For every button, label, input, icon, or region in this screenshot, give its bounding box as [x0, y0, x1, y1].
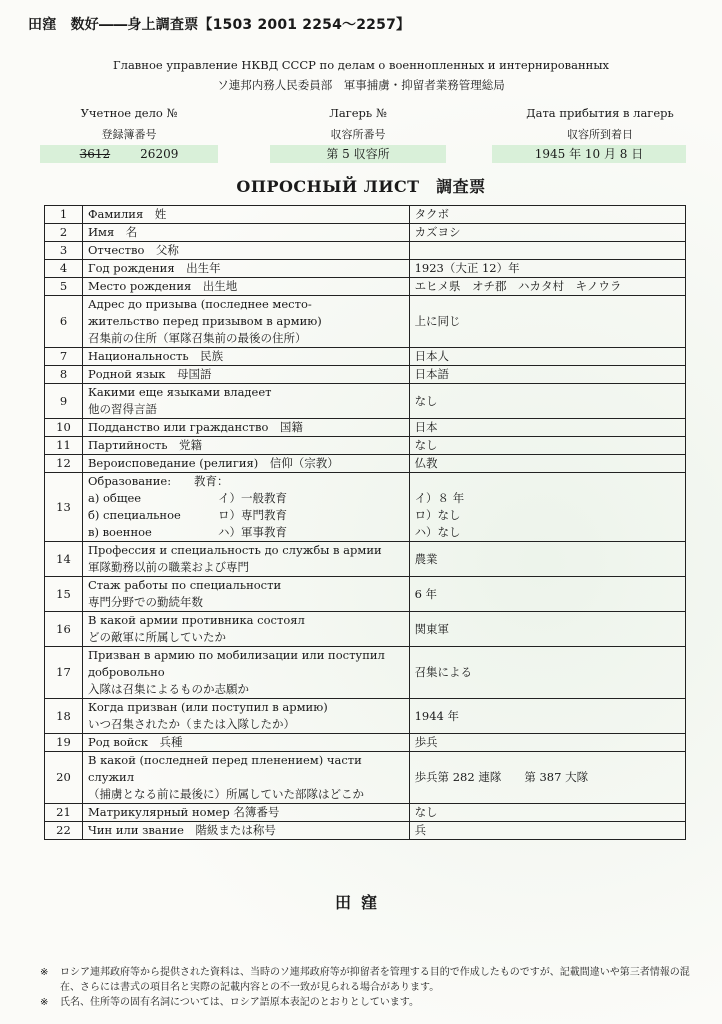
question-cell	[82, 419, 409, 437]
footnote	[40, 995, 700, 1010]
table-row	[45, 366, 686, 384]
answer-cell	[409, 473, 685, 542]
answer-cell: 日本語	[409, 366, 685, 384]
row-number: 15	[45, 577, 83, 612]
question-cell	[82, 647, 409, 699]
question-line: Отчество 父称	[87, 243, 179, 257]
table-row	[45, 804, 686, 822]
camp-number: 第 5 収容所	[326, 147, 390, 161]
table-row	[45, 260, 686, 278]
question-line: В какой армии противника состоял	[87, 613, 305, 627]
table-row	[45, 224, 686, 242]
question-cell	[82, 455, 409, 473]
question-line: Адрес до призыва (последнее место-	[87, 297, 312, 311]
question-line: Родной язык 母国語	[87, 367, 212, 381]
table-row	[45, 384, 686, 419]
row-number: 9	[45, 384, 83, 419]
row-number: 10	[45, 419, 83, 437]
education-answer: ロ）なし	[414, 508, 461, 522]
record-sub-label: 登録簿番号	[101, 128, 157, 141]
answer-cell: 関東軍	[409, 612, 685, 647]
education-answer: ハ）なし	[414, 525, 461, 539]
row-number: 3	[45, 242, 83, 260]
row-number: 18	[45, 699, 83, 734]
table-row	[45, 348, 686, 366]
footnote-mark: ※	[40, 967, 49, 978]
question-line: В какой (последней перед пленением) части	[87, 753, 362, 767]
question-cell	[82, 366, 409, 384]
question-line: жительство перед призывом в армию)	[87, 314, 322, 328]
question-cell	[82, 542, 409, 577]
question-cell	[82, 699, 409, 734]
education-item-jp: イ）一般教育	[217, 491, 287, 505]
footnote	[40, 965, 700, 995]
question-line: Призван в армию по мобилизации или поступил	[87, 648, 385, 662]
camp-label: Лагерь №	[329, 106, 387, 120]
table-row	[45, 734, 686, 752]
question-cell	[82, 384, 409, 419]
document-title: 田窪 数好――身上調査票【1503 2001 2254～2257】	[28, 17, 411, 33]
camp-sub-label: 収容所番号	[330, 128, 386, 141]
row-number: 2	[45, 224, 83, 242]
arrival-date: 1945 年 10 月 8 日	[534, 147, 644, 161]
question-line: Род войск 兵種	[87, 735, 183, 749]
row-number: 5	[45, 278, 83, 296]
question-cell	[82, 206, 409, 224]
question-line: Матрикулярный номер 名簿番号	[87, 805, 280, 819]
answer-cell: なし	[409, 804, 685, 822]
question-line: Стаж работы по специальности	[87, 578, 282, 592]
education-heading-ru: Образование:	[87, 474, 172, 488]
answer-cell: 歩兵	[409, 734, 685, 752]
question-line: いつ召集されたか（または入隊したか）	[87, 717, 295, 731]
answer-cell: 農業	[409, 542, 685, 577]
answer-cell: 歩兵第 282 連隊 第 387 大隊	[409, 752, 685, 804]
row-number: 20	[45, 752, 83, 804]
footnote-text: ロシア連邦政府等から提供された資料は、当時のソ連邦政府等が抑留者を管理する目的で作成したものですが、記載間違いや第三者情報の混在、さらには書式の項目名と実際の記載内容との不一致が見られる場合があります。	[60, 967, 690, 993]
question-cell	[82, 822, 409, 840]
row-number: 1	[45, 206, 83, 224]
row-number: 11	[45, 437, 83, 455]
table-row	[45, 612, 686, 647]
answer-cell: 上に同じ	[409, 296, 685, 348]
arrival-sub-label: 収容所到着日	[567, 128, 633, 141]
education-item-ru: в) военное	[87, 525, 152, 539]
camp-number-box	[270, 145, 446, 163]
row-number: 21	[45, 804, 83, 822]
question-line: Фамилия 姓	[87, 207, 167, 221]
education-item-jp: ロ）専門教育	[217, 508, 287, 522]
education-heading-jp: 教育：	[193, 474, 229, 488]
table-row	[45, 296, 686, 348]
table-row	[45, 699, 686, 734]
answer-cell: 日本	[409, 419, 685, 437]
answer-cell: 兵	[409, 822, 685, 840]
answer-cell: なし	[409, 437, 685, 455]
question-line: 専門分野での勤続年数	[87, 595, 203, 609]
record-old-number: 3612	[79, 147, 111, 161]
row-number: 17	[45, 647, 83, 699]
row-number: 22	[45, 822, 83, 840]
arrival-date-box	[492, 145, 686, 163]
question-line: Имя 名	[87, 225, 138, 239]
answer-cell: エヒメ県 オチ郡 ハカタ村 キノウラ	[409, 278, 685, 296]
question-line: Вероисповедание (религия) 信仰（宗教）	[87, 456, 339, 470]
table-row	[45, 577, 686, 612]
table-row	[45, 419, 686, 437]
question-line: Чин или звание 階級または称号	[87, 823, 276, 837]
row-number: 6	[45, 296, 83, 348]
question-cell	[82, 437, 409, 455]
answer-cell	[409, 242, 685, 260]
row-number: 7	[45, 348, 83, 366]
row-number: 16	[45, 612, 83, 647]
header-russian: Главное управление НКВД СССР по делам о военнопленных и интернированных	[113, 58, 609, 72]
row-number: 4	[45, 260, 83, 278]
record-label: Учетное дело №	[80, 106, 178, 120]
question-cell	[82, 296, 409, 348]
answer-cell: カズヨシ	[409, 224, 685, 242]
question-cell	[82, 224, 409, 242]
answer-cell: 1923（大正 12）年	[409, 260, 685, 278]
question-line: Профессия и специальность до службы в армии	[87, 543, 382, 557]
row-number: 19	[45, 734, 83, 752]
answer-cell: 日本人	[409, 348, 685, 366]
answer-cell: 1944 年	[409, 699, 685, 734]
answer-cell: 6 年	[409, 577, 685, 612]
question-cell	[82, 348, 409, 366]
table-row	[45, 242, 686, 260]
question-line: Национальность 民族	[87, 349, 224, 363]
arrival-label: Дата прибытия в лагерь	[526, 106, 674, 120]
table-row	[45, 437, 686, 455]
question-line: Какими еще языками владеет	[87, 385, 272, 399]
answer-cell: 召集による	[409, 647, 685, 699]
row-number: 8	[45, 366, 83, 384]
question-line: 他の習得言語	[87, 402, 157, 416]
question-line: どの敵軍に所属していたか	[87, 630, 226, 644]
question-line: Год рождения 出生年	[87, 261, 221, 275]
education-item-ru: а) общее	[87, 491, 142, 505]
question-line: Когда призван (или поступил в армию)	[87, 700, 328, 714]
question-cell	[82, 242, 409, 260]
footnotes	[40, 965, 700, 1010]
record-number-box	[40, 145, 218, 163]
footnote-text: 氏名、住所等の固有名詞については、ロシア語原本表記のとおりとしています。	[60, 997, 419, 1008]
question-line: добровольно	[87, 665, 165, 679]
question-line: Место рождения 出生地	[87, 279, 238, 293]
table-row	[45, 455, 686, 473]
header-japanese: ソ連邦内務人民委員部 軍事捕虜・抑留者業務管理総局	[217, 78, 505, 92]
table-row	[45, 473, 686, 542]
table-row	[45, 542, 686, 577]
question-line: служил	[87, 770, 135, 784]
question-cell	[82, 612, 409, 647]
question-cell	[82, 473, 409, 542]
questionnaire-table	[44, 205, 686, 840]
footnote-mark: ※	[40, 997, 49, 1008]
answer-cell: タクボ	[409, 206, 685, 224]
answer-cell: 仏教	[409, 455, 685, 473]
table-row	[45, 647, 686, 699]
table-row	[45, 752, 686, 804]
question-cell	[82, 804, 409, 822]
education-item-jp: ハ）軍事教育	[217, 525, 287, 539]
question-line: （捕虜となる前に最後に）所属していた部隊はどこか	[87, 787, 364, 801]
table-row	[45, 822, 686, 840]
row-number: 12	[45, 455, 83, 473]
table-row	[45, 206, 686, 224]
education-answer: イ）８ 年	[414, 491, 465, 505]
row-number: 13	[45, 473, 83, 542]
answer-cell: なし	[409, 384, 685, 419]
form-title: ОПРОСНЫЙ ЛИСТ 調査票	[236, 177, 486, 196]
question-cell	[82, 577, 409, 612]
question-line: Партийность 党籍	[87, 438, 203, 452]
table-row	[45, 278, 686, 296]
question-line: 軍隊勤務以前の職業および専門	[87, 560, 249, 574]
question-line: 入隊は召集によるものか志願か	[87, 682, 249, 696]
question-cell	[82, 752, 409, 804]
record-number: 26209	[140, 147, 179, 161]
question-cell	[82, 278, 409, 296]
education-item-ru: б) специальное	[87, 508, 181, 522]
question-line: 召集前の住所（軍隊召集前の最後の住所）	[87, 331, 307, 345]
question-cell	[82, 734, 409, 752]
signature: 田窪	[334, 893, 387, 912]
row-number: 14	[45, 542, 83, 577]
question-cell	[82, 260, 409, 278]
question-line: Подданство или гражданство 国籍	[87, 420, 303, 434]
